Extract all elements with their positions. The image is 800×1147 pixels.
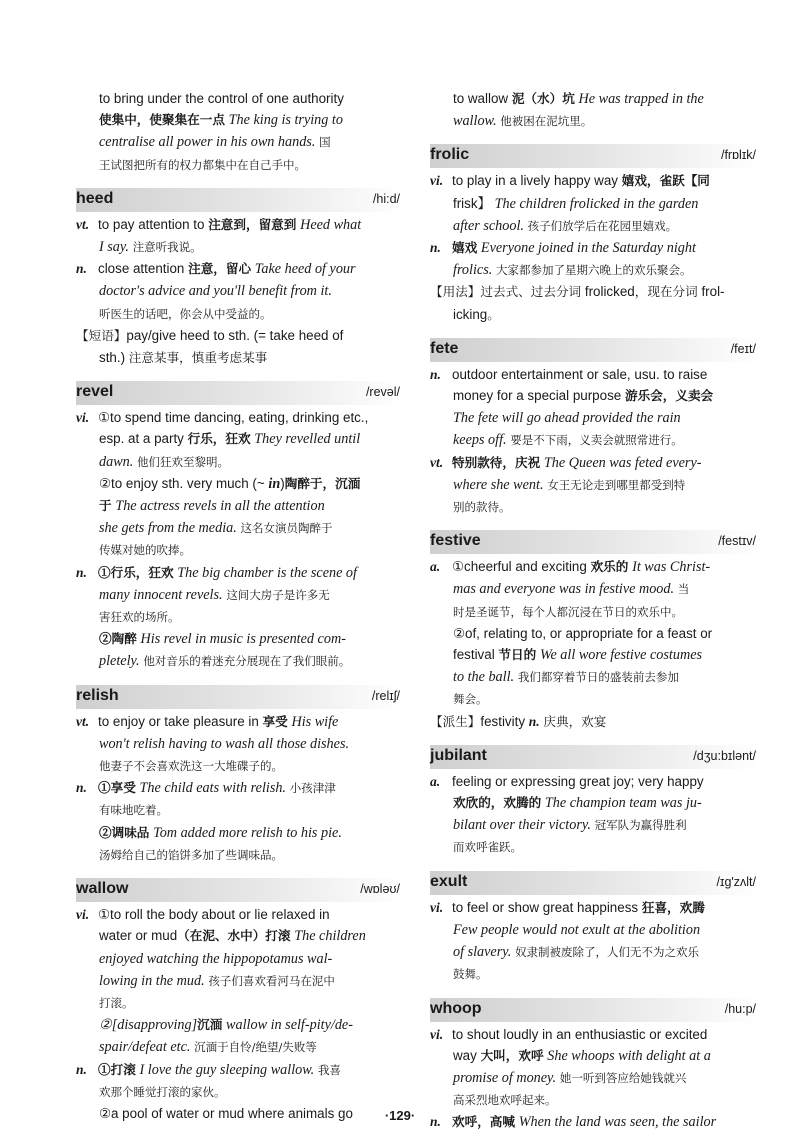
definition: to shout loudly in an enthusiastic or excited bbox=[452, 1026, 708, 1042]
example: spair/defeat etc. bbox=[99, 1039, 191, 1056]
example: she gets from the media. bbox=[99, 520, 237, 537]
translation: 行乐，狂欢 bbox=[187, 432, 251, 447]
translation: 特别款待，庆祝 bbox=[452, 455, 541, 470]
phrase: sth.) bbox=[99, 350, 126, 366]
definition: ①cheerful and exciting bbox=[452, 559, 587, 575]
pattern-word: in bbox=[268, 475, 281, 492]
headword: festive bbox=[430, 532, 481, 550]
part-of-speech: vt. bbox=[430, 454, 444, 470]
translation: （在泥、水中）打滚 bbox=[177, 929, 291, 944]
headword-bar-wallow bbox=[76, 878, 402, 902]
definition: outdoor entertainment or sale, usu. to raise bbox=[452, 366, 708, 382]
translation: ①打滚 bbox=[98, 1062, 136, 1077]
example-translation: 小孩津津 bbox=[289, 781, 336, 796]
part-of-speech: n. bbox=[76, 1061, 87, 1077]
translation: 注意到，留意到 bbox=[208, 217, 297, 232]
part-of-speech: a. bbox=[430, 559, 441, 575]
example: The children frolicked in the garden bbox=[494, 195, 699, 212]
phonetic: /wɒləʊ/ bbox=[360, 882, 400, 897]
definition: ②a pool of water or mud where animals go bbox=[99, 1105, 353, 1121]
part-of-speech: vi. bbox=[76, 410, 90, 426]
example: wallow. bbox=[453, 113, 497, 130]
example-translation: 打滚。 bbox=[99, 995, 134, 1010]
part-of-speech: n. bbox=[76, 564, 87, 580]
usage-word: icking bbox=[453, 306, 488, 322]
part-of-speech: vi. bbox=[76, 907, 90, 923]
example-translation: 传媒对她的吹捧。 bbox=[99, 543, 191, 558]
usage-text: 。 bbox=[487, 307, 500, 322]
definition: to wallow bbox=[453, 91, 509, 106]
example: The king is trying to bbox=[228, 112, 343, 129]
example: doctor's advice and you'll benefit from it. bbox=[99, 283, 332, 300]
definition: to play in a lively happy way bbox=[452, 173, 618, 189]
example: enjoyed watching the hippopotamus wal- bbox=[99, 950, 333, 967]
translation: 沉湎 bbox=[197, 1018, 223, 1033]
phonetic: /festɪv/ bbox=[718, 534, 756, 549]
usage-label: ②[disapproving] bbox=[99, 1017, 198, 1034]
part-of-speech: a. bbox=[430, 773, 441, 789]
headword: revel bbox=[76, 383, 114, 401]
translation: 于 bbox=[99, 499, 112, 514]
translation: 欢呼，高喊 bbox=[452, 1115, 515, 1130]
example: When the land was seen, the sailor bbox=[518, 1114, 717, 1131]
example-translation: 要是不下雨，义卖会就照常进行。 bbox=[510, 433, 683, 448]
entry-centralise-tail bbox=[76, 88, 402, 176]
example-translation: 我们都穿着节日的盛装前去参加 bbox=[517, 670, 679, 685]
part-of-speech: n. bbox=[430, 1114, 441, 1130]
definition: close attention bbox=[98, 261, 185, 277]
example-translation: 这名女演员陶醉于 bbox=[240, 521, 333, 536]
example: The Queen was feted every- bbox=[543, 454, 702, 471]
translation: 大叫，欢呼 bbox=[480, 1048, 544, 1063]
headword: frolic bbox=[430, 146, 470, 164]
example-translation: 王试图把所有的权力都集中在自己手中。 bbox=[99, 157, 306, 172]
headword: wallow bbox=[76, 880, 129, 898]
example-translation: 他对音乐的着迷充分展现在了我们眼前。 bbox=[143, 654, 351, 669]
phonetic: /feɪt/ bbox=[730, 341, 756, 356]
example-translation: 他妻子不会喜欢洗这一大堆碟子的。 bbox=[99, 759, 283, 774]
headword: fete bbox=[430, 339, 459, 357]
example-translation: 高采烈地欢呼起来。 bbox=[453, 1093, 557, 1108]
example: dawn. bbox=[99, 453, 134, 470]
definition: to pay attention to bbox=[98, 216, 205, 232]
headword-bar-heed bbox=[76, 188, 402, 212]
phonetic: /hi:d/ bbox=[372, 191, 400, 206]
usage-text: ，现在分词 bbox=[634, 285, 698, 300]
example: It was Christ- bbox=[632, 559, 711, 576]
translation: ①行乐，狂欢 bbox=[98, 565, 174, 580]
left-column bbox=[76, 88, 402, 1124]
definition: money for a special purpose bbox=[453, 388, 622, 404]
example: of slavery. bbox=[453, 944, 512, 961]
example: Tom added more relish to his pie. bbox=[153, 824, 342, 841]
headword-bar-whoop bbox=[430, 998, 758, 1022]
example: keeps off. bbox=[453, 432, 507, 449]
example-translation: 孩子们放学后在花园里嬉戏。 bbox=[527, 218, 678, 233]
example-translation: 当 bbox=[677, 582, 690, 597]
headword-bar-relish bbox=[76, 685, 402, 709]
example: pletely. bbox=[99, 653, 140, 670]
translation: 欢欣的，欢腾的 bbox=[453, 796, 542, 811]
headword: whoop bbox=[430, 999, 482, 1017]
example: centralise all power in his own hands. bbox=[99, 134, 316, 151]
definition: festival bbox=[453, 647, 495, 663]
phrase-tag: 【短语】 bbox=[76, 328, 127, 343]
headword-bar-exult bbox=[430, 871, 758, 895]
example: They revelled until bbox=[254, 431, 361, 448]
derivative-word: festivity bbox=[480, 713, 526, 729]
definition: to enjoy or take pleasure in bbox=[98, 713, 259, 729]
example: Few people would not exult at the abolition bbox=[453, 921, 701, 938]
phonetic: /relɪʃ/ bbox=[371, 688, 400, 703]
example: after school. bbox=[453, 217, 524, 234]
example-translation: 他们狂欢至黎明。 bbox=[137, 454, 230, 469]
definition: way bbox=[453, 1047, 477, 1063]
headword: heed bbox=[76, 189, 114, 207]
example: I say. bbox=[99, 239, 129, 256]
right-column bbox=[430, 88, 758, 1134]
headword: exult bbox=[430, 872, 468, 890]
definition: feeling or expressing great joy; very happy bbox=[452, 773, 704, 789]
part-of-speech: vi. bbox=[430, 1026, 444, 1042]
usage-word: frol- bbox=[701, 284, 725, 300]
example: The big chamber is the scene of bbox=[177, 564, 357, 581]
example: many innocent revels. bbox=[99, 586, 223, 603]
example-translation: 奴隶制被废除了，人们无不为之欢乐 bbox=[515, 945, 700, 960]
example: The fete will go ahead provided the rain bbox=[453, 410, 681, 427]
translation: 节日的 bbox=[498, 648, 537, 663]
headword-bar-revel bbox=[76, 381, 402, 405]
example-translation: 孩子们喜欢看河马在泥中 bbox=[208, 973, 335, 988]
headword-bar-jubilant bbox=[430, 745, 758, 769]
example: The child eats with relish. bbox=[139, 780, 286, 797]
example-translation: 害狂欢的场所。 bbox=[99, 610, 180, 625]
phonetic: /revəl/ bbox=[365, 385, 400, 400]
example: His revel in music is presented com- bbox=[140, 631, 346, 648]
definition: ①to spend time dancing, eating, drinking etc., bbox=[98, 410, 369, 426]
headword: relish bbox=[76, 686, 119, 704]
example: lowing in the mud. bbox=[99, 972, 205, 989]
part-of-speech: vi. bbox=[430, 173, 444, 189]
derivative-translation: 庆典，欢宴 bbox=[543, 714, 607, 729]
part-of-speech: vt. bbox=[76, 216, 90, 232]
definition: to feel or show great happiness bbox=[452, 899, 639, 915]
page-number: ·129· bbox=[384, 1108, 416, 1123]
definition: ②to enjoy sth. very much (~ bbox=[99, 475, 269, 491]
part-of-speech: n. bbox=[528, 713, 540, 729]
example-translation: 鼓舞。 bbox=[453, 967, 488, 982]
definition: esp. at a party bbox=[99, 431, 184, 447]
headword: jubilant bbox=[430, 746, 487, 764]
phonetic: /dʒu:bɪlənt/ bbox=[693, 748, 756, 763]
example-translation: 别的款待。 bbox=[453, 500, 511, 515]
phonetic: /ɪg'zʌlt/ bbox=[716, 874, 756, 889]
example-translation: 有味地吃着。 bbox=[99, 803, 168, 818]
example: mas and everyone was in festive mood. bbox=[453, 581, 675, 598]
translation: 泥（水）坑 bbox=[511, 92, 575, 106]
example: Heed what bbox=[300, 216, 362, 233]
derivative-tag: 【派生】 bbox=[430, 714, 481, 729]
example-translation: 而欢呼雀跃。 bbox=[453, 840, 522, 855]
example: We all wore festive costumes bbox=[539, 647, 703, 664]
headword-bar-frolic bbox=[430, 144, 758, 168]
example-translation: 听医生的话吧，你会从中受益的。 bbox=[99, 306, 272, 321]
example-translation: 女王无论走到哪里都受到特 bbox=[547, 477, 686, 492]
example-translation: 国 bbox=[319, 135, 331, 150]
definition: ②of, relating to, or appropriate for a feast or bbox=[453, 625, 713, 641]
translation: ①享受 bbox=[98, 781, 136, 796]
usage-tag: 【用法】 bbox=[430, 285, 481, 300]
translation: ②陶醉 bbox=[99, 632, 137, 647]
translation: 狂喜，欢腾 bbox=[641, 900, 705, 915]
example-translation: 他被困在泥坑里。 bbox=[500, 114, 593, 129]
example: She whoops with delight at a bbox=[547, 1047, 711, 1064]
example: bilant over their victory. bbox=[453, 817, 591, 834]
phonetic: /frɒlɪk/ bbox=[720, 148, 756, 163]
example: to the ball. bbox=[453, 669, 515, 686]
translation: 享受 bbox=[262, 714, 288, 729]
example: frolics. bbox=[453, 262, 493, 279]
example: The children bbox=[294, 928, 366, 945]
usage-text: 过去式、过去分词 bbox=[480, 285, 582, 300]
example: where she went. bbox=[453, 476, 544, 493]
example: promise of money. bbox=[453, 1069, 557, 1086]
translation: ②调味品 bbox=[99, 825, 150, 840]
definition: ①to roll the body about or lie relaxed in bbox=[98, 907, 330, 923]
phonetic: /hu:p/ bbox=[724, 1001, 756, 1016]
usage-word: frolicked bbox=[584, 284, 635, 300]
phrase: pay/give heed to sth. (= take heed of bbox=[126, 327, 344, 343]
synonym: frisk】 bbox=[453, 195, 491, 211]
part-of-speech: vt. bbox=[76, 713, 90, 729]
translation: 游乐会，义卖会 bbox=[624, 389, 714, 404]
part-of-speech: n. bbox=[430, 366, 441, 382]
definition: to bring under the control of one authority bbox=[99, 91, 344, 106]
example: His wife bbox=[291, 713, 339, 730]
example: He was trapped in the bbox=[578, 91, 704, 107]
example-translation: 沉湎于自怜/绝望/失败等 bbox=[194, 1040, 317, 1055]
example: Take heed of your bbox=[254, 261, 356, 278]
example: The champion team was ju- bbox=[544, 795, 702, 812]
translation: 嬉戏，雀跃【同 bbox=[621, 174, 710, 189]
example-translation: 舞会。 bbox=[453, 692, 488, 707]
definition: water or mud bbox=[99, 928, 178, 944]
translation: 使集中，使聚集在一点 bbox=[99, 113, 225, 128]
example: I love the guy sleeping wallow. bbox=[139, 1061, 315, 1078]
part-of-speech: vi. bbox=[430, 899, 444, 915]
translation: 注意，留心 bbox=[188, 262, 252, 277]
example-translation: 汤姆给自己的馅饼多加了些调味品。 bbox=[99, 847, 283, 862]
example-translation: 注意听我说。 bbox=[132, 240, 202, 255]
part-of-speech: n. bbox=[76, 780, 87, 796]
example: wallow in self-pity/de- bbox=[226, 1017, 353, 1034]
headword-bar-festive bbox=[430, 530, 758, 554]
example: Everyone joined in the Saturday night bbox=[480, 240, 696, 257]
example-translation: 欢那个睡觉打滚的家伙。 bbox=[99, 1084, 226, 1099]
example-translation: 冠军队为赢得胜利 bbox=[594, 818, 687, 833]
part-of-speech: n. bbox=[430, 240, 441, 256]
example-translation: 时是圣诞节，每个人都沉浸在节日的欢乐中。 bbox=[453, 604, 683, 619]
translation: 陶醉于，沉湎 bbox=[284, 476, 361, 491]
definition: ) bbox=[280, 475, 285, 491]
headword-bar-fete bbox=[430, 338, 758, 362]
example-translation: 大家都参加了星期六晚上的欢乐聚会。 bbox=[496, 263, 692, 278]
example: The actress revels in all the attention bbox=[115, 498, 325, 515]
translation: 欢乐的 bbox=[590, 560, 629, 575]
example-translation: 这间大房子是许多无 bbox=[226, 587, 330, 602]
translation: 嬉戏 bbox=[452, 241, 478, 256]
phrase-translation: 注意某事，慎重考虑某事 bbox=[128, 351, 268, 366]
example-translation: 我喜 bbox=[317, 1062, 341, 1077]
part-of-speech: n. bbox=[76, 261, 87, 277]
example-translation: 她一听到答应给她钱就兴 bbox=[559, 1070, 687, 1085]
example: won't relish having to wash all those dishes. bbox=[99, 735, 350, 752]
